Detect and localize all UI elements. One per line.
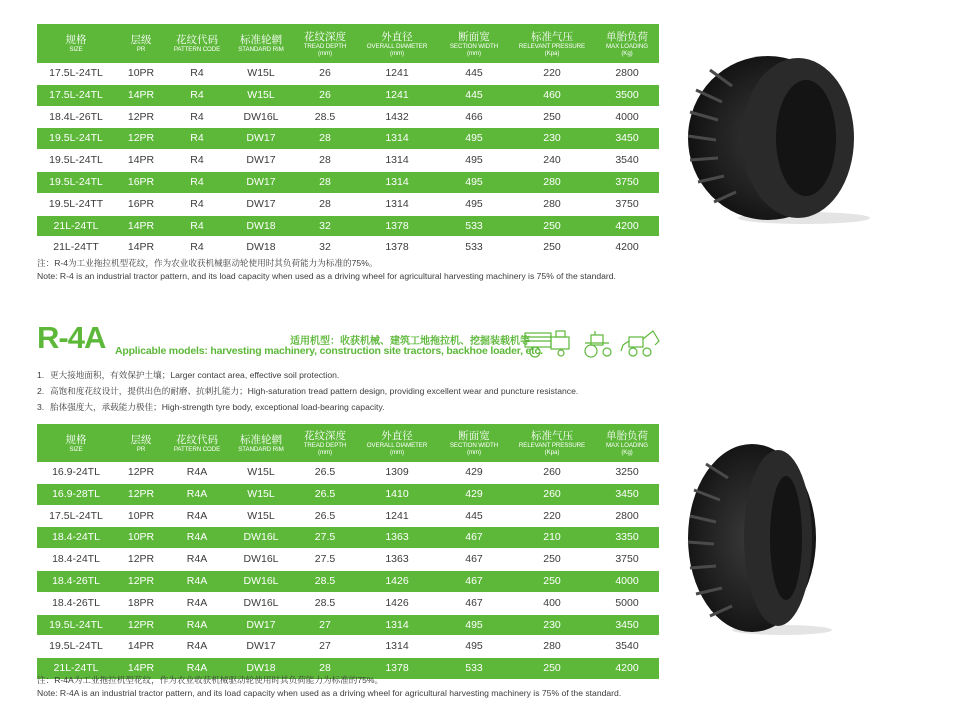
r4-note-zh: 注：R-4为工业拖拉机型花纹，作为农业收获机械驱动轮使用时其负荷能力为标准的75%。 — [37, 258, 378, 268]
header-zh: 规格 — [65, 34, 87, 46]
table-cell: 28.5 — [295, 570, 355, 592]
table-cell: DW16L — [227, 549, 295, 571]
table-row — [37, 237, 659, 259]
table-cell: W15L — [227, 63, 295, 84]
table-cell: 26.5 — [295, 462, 355, 483]
tractor-icon — [585, 331, 611, 357]
header-zh: 层级 — [130, 433, 152, 446]
table-cell: R4A — [167, 658, 227, 680]
table-row — [37, 462, 659, 483]
table-cell: 1314 — [355, 150, 439, 172]
header-zh: 花纹代码 — [176, 34, 218, 46]
header-cell — [355, 424, 439, 462]
table-cell: 26 — [295, 63, 355, 84]
table-cell: DW17 — [227, 150, 295, 172]
table-cell: 17.5L-24TL — [37, 505, 115, 527]
table-cell: 1241 — [355, 505, 439, 527]
header-en: RELEVANT PRESSURE — [518, 442, 586, 449]
table-cell: 17.5L-24TL — [37, 63, 115, 84]
header-en: TREAD DEPTH — [303, 442, 347, 449]
table-cell: W15L — [227, 84, 295, 106]
table-cell: 18.4-24TL — [37, 527, 115, 549]
header-cell — [509, 424, 595, 462]
table-cell: 4200 — [595, 215, 659, 237]
header-cell — [115, 24, 167, 63]
table-cell: 230 — [509, 614, 595, 636]
table-cell: 220 — [509, 63, 595, 84]
header-cell — [595, 24, 659, 63]
table-cell: 12PR — [115, 106, 167, 128]
table-cell: R4 — [167, 150, 227, 172]
table-cell: 26.5 — [295, 505, 355, 527]
table-cell: 21L-24TL — [37, 215, 115, 237]
machinery-icons — [523, 327, 663, 359]
table-cell: 260 — [509, 462, 595, 483]
table-cell: R4A — [167, 527, 227, 549]
header-en: TREAD DEPTH — [303, 42, 347, 50]
table-cell: 26.5 — [295, 483, 355, 505]
table-cell: 12PR — [115, 614, 167, 636]
table-cell: 3500 — [595, 84, 659, 106]
table-cell: 280 — [509, 171, 595, 193]
table-cell: 495 — [439, 193, 509, 215]
table-cell: 240 — [509, 150, 595, 172]
r4a-note-en: Note: R-4A is an industrial tractor pattern, and its load capacity when used as a driving wheel for agricultural harvesting machinery is 75% of the standard. — [37, 687, 622, 698]
table-cell: 3450 — [595, 128, 659, 150]
header-unit: (Kpa) — [544, 49, 560, 57]
table-cell: DW16L — [227, 527, 295, 549]
feature-number: 1. — [37, 370, 45, 380]
table-cell: 19.5L-24TL — [37, 150, 115, 172]
table-cell: 16PR — [115, 193, 167, 215]
r4a-tire-image — [682, 440, 842, 640]
header-cell — [37, 24, 115, 63]
table-cell: 19.5L-24TT — [37, 193, 115, 215]
table-cell: 32 — [295, 215, 355, 237]
header-cell — [439, 24, 509, 63]
header-en: STANDARD RIM — [238, 46, 284, 53]
table-row — [37, 592, 659, 614]
header-en: SECTION WIDTH — [449, 442, 499, 449]
table-cell: 250 — [509, 570, 595, 592]
table-cell: 1432 — [355, 106, 439, 128]
table-cell: 495 — [439, 614, 509, 636]
table-cell: W15L — [227, 462, 295, 483]
r4a-spec-table — [37, 424, 659, 680]
header-en: MAX LOADING — [606, 42, 648, 50]
table-cell: DW18 — [227, 215, 295, 237]
table-cell: 19.5L-24TL — [37, 636, 115, 658]
table-cell: 1241 — [355, 84, 439, 106]
table-cell: 1363 — [355, 527, 439, 549]
header-cell — [595, 424, 659, 462]
header-en: OVERALL DIAMETER — [366, 442, 428, 449]
table-row — [37, 636, 659, 658]
table-cell: 533 — [439, 215, 509, 237]
table-cell: 14PR — [115, 237, 167, 259]
table-row — [37, 84, 659, 106]
table-cell: 4000 — [595, 106, 659, 128]
table-cell: 495 — [439, 150, 509, 172]
table-cell: 1378 — [355, 658, 439, 680]
header-en: PATTERN CODE — [173, 46, 221, 53]
table-row — [37, 570, 659, 592]
table-cell: 1309 — [355, 462, 439, 483]
header-en: PATTERN CODE — [173, 445, 221, 453]
table-cell: 533 — [439, 658, 509, 680]
header-unit: (mm) — [317, 449, 333, 456]
table-cell: 19.5L-24TL — [37, 171, 115, 193]
table-cell: R4A — [167, 570, 227, 592]
header-cell — [167, 24, 227, 63]
table-cell: 1426 — [355, 592, 439, 614]
r4a-note — [37, 674, 657, 699]
table-row — [37, 193, 659, 215]
header-unit: (mm) — [466, 49, 482, 57]
table-cell: 4000 — [595, 570, 659, 592]
table-cell: 3750 — [595, 549, 659, 571]
header-en: STANDARD RIM — [238, 445, 284, 453]
table-cell: 250 — [509, 549, 595, 571]
table-cell: 28 — [295, 658, 355, 680]
table-cell: 27 — [295, 614, 355, 636]
model-title: R-4A — [37, 320, 106, 355]
table-row — [37, 549, 659, 571]
header-cell — [227, 24, 295, 63]
table-cell: 3750 — [595, 171, 659, 193]
table-cell: 1426 — [355, 570, 439, 592]
table-cell: R4 — [167, 128, 227, 150]
table-cell: 260 — [509, 483, 595, 505]
table-cell: 16.9-24TL — [37, 462, 115, 483]
header-unit: (mm) — [317, 49, 333, 57]
table-cell: DW18 — [227, 237, 295, 259]
table-cell: 495 — [439, 128, 509, 150]
header-cell — [355, 24, 439, 63]
table-cell: 12PR — [115, 462, 167, 483]
table-cell: 1314 — [355, 193, 439, 215]
table-cell: 4200 — [595, 658, 659, 680]
table-cell: DW17 — [227, 614, 295, 636]
table-cell: 3540 — [595, 636, 659, 658]
table-cell: R4A — [167, 592, 227, 614]
header-zh: 花纹深度 — [304, 430, 346, 442]
header-zh: 外直径 — [381, 30, 413, 43]
header-cell — [227, 424, 295, 462]
table-cell: R4A — [167, 483, 227, 505]
table-cell: 3450 — [595, 483, 659, 505]
table-cell: R4 — [167, 237, 227, 259]
header-zh: 外直径 — [381, 430, 413, 442]
table-cell: 12PR — [115, 570, 167, 592]
header-cell — [439, 424, 509, 462]
header-zh: 标准轮辋 — [240, 433, 282, 446]
table-cell: 466 — [439, 106, 509, 128]
table-cell: 28 — [295, 150, 355, 172]
table-cell: 18PR — [115, 592, 167, 614]
table-header-row — [37, 424, 659, 462]
header-zh: 标准气压 — [531, 430, 573, 442]
table-cell: R4A — [167, 462, 227, 483]
table-cell: 445 — [439, 505, 509, 527]
table-cell: 230 — [509, 128, 595, 150]
header-en: SIZE — [69, 445, 83, 453]
table-cell: R4 — [167, 63, 227, 84]
table-row — [37, 63, 659, 84]
table-cell: 3540 — [595, 150, 659, 172]
feature-item — [37, 399, 578, 415]
table-cell: R4A — [167, 614, 227, 636]
header-zh: 花纹深度 — [304, 30, 346, 43]
table-cell: R4 — [167, 193, 227, 215]
table-cell: DW16L — [227, 592, 295, 614]
header-cell — [295, 424, 355, 462]
table-cell: 467 — [439, 592, 509, 614]
table-cell: DW17 — [227, 128, 295, 150]
table-cell: 250 — [509, 658, 595, 680]
header-en: MAX LOADING — [606, 442, 648, 449]
table-cell: 18.4-26TL — [37, 570, 115, 592]
table-cell: 445 — [439, 63, 509, 84]
table-cell: 10PR — [115, 527, 167, 549]
header-en: SIZE — [69, 46, 83, 53]
table-cell: 2800 — [595, 63, 659, 84]
table-cell: 16.9-28TL — [37, 483, 115, 505]
header-unit: (mm) — [389, 449, 405, 456]
header-zh: 规格 — [65, 433, 87, 446]
header-zh: 断面宽 — [458, 430, 490, 442]
header-en: SECTION WIDTH — [449, 42, 499, 50]
table-header-row — [37, 24, 659, 63]
table-cell: 19.5L-24TL — [37, 614, 115, 636]
table-cell: 21L-24TL — [37, 658, 115, 680]
table-cell: 14PR — [115, 636, 167, 658]
r4a-note-zh: 注：R-4A为工业拖拉机型花纹，作为农业收获机械驱动轮使用时其负荷能力为标准的75%。 — [37, 675, 384, 685]
header-unit: (Kg) — [621, 449, 633, 456]
table-cell: 467 — [439, 549, 509, 571]
header-zh: 单胎负荷 — [606, 30, 648, 43]
table-cell: 14PR — [115, 84, 167, 106]
header-cell — [115, 424, 167, 462]
table-cell: R4 — [167, 84, 227, 106]
table-cell: 4200 — [595, 237, 659, 259]
table-cell: 28 — [295, 193, 355, 215]
table-cell: DW16L — [227, 106, 295, 128]
table-row — [37, 614, 659, 636]
header-zh: 单胎负荷 — [606, 430, 648, 442]
table-row — [37, 483, 659, 505]
table-cell: 533 — [439, 237, 509, 259]
table-cell: 220 — [509, 505, 595, 527]
table-cell: 18.4-24TL — [37, 549, 115, 571]
table-cell: 32 — [295, 237, 355, 259]
table-cell: 16PR — [115, 171, 167, 193]
feature-list — [37, 367, 578, 415]
table-cell: 28 — [295, 128, 355, 150]
table-cell: 445 — [439, 84, 509, 106]
table-cell: 1378 — [355, 215, 439, 237]
table-cell: 1241 — [355, 63, 439, 84]
table-cell: 3450 — [595, 614, 659, 636]
table-cell: W15L — [227, 505, 295, 527]
table-cell: R4 — [167, 215, 227, 237]
table-cell: 27.5 — [295, 549, 355, 571]
feature-text: 高饱和度花纹设计，提供出色的耐磨、抗刺扎能力；High-saturation tread pattern design, providing excellent wear and puncture resistance. — [50, 386, 579, 396]
header-unit: (Kpa) — [544, 449, 560, 456]
header-zh: 层级 — [130, 34, 152, 46]
table-cell: 12PR — [115, 483, 167, 505]
table-row — [37, 505, 659, 527]
table-cell: 14PR — [115, 150, 167, 172]
feature-text: 更大接地面积，有效保护土壤；Larger contact area, effective soil protection. — [50, 370, 340, 380]
table-cell: 3750 — [595, 193, 659, 215]
table-cell: 3350 — [595, 527, 659, 549]
table-cell: 280 — [509, 636, 595, 658]
table-cell: 1314 — [355, 171, 439, 193]
header-cell — [295, 24, 355, 63]
table-cell: R4A — [167, 549, 227, 571]
r4-spec-table — [37, 24, 659, 259]
table-cell: 10PR — [115, 63, 167, 84]
table-cell: 19.5L-24TL — [37, 128, 115, 150]
table-cell: DW17 — [227, 171, 295, 193]
table-cell: W15L — [227, 483, 295, 505]
table-row — [37, 215, 659, 237]
table-row — [37, 106, 659, 128]
table-cell: 14PR — [115, 658, 167, 680]
header-cell — [37, 424, 115, 462]
table-cell: 1363 — [355, 549, 439, 571]
table-cell: 28 — [295, 171, 355, 193]
table-cell: 18.4-26TL — [37, 592, 115, 614]
table-row — [37, 128, 659, 150]
table-cell: 5000 — [595, 592, 659, 614]
header-unit: (mm) — [466, 449, 482, 456]
table-cell: R4A — [167, 505, 227, 527]
table-cell: 400 — [509, 592, 595, 614]
table-cell: 10PR — [115, 505, 167, 527]
header-en: PR — [136, 46, 146, 53]
feature-number: 2. — [37, 386, 45, 396]
table-cell: R4 — [167, 171, 227, 193]
table-cell: 12PR — [115, 128, 167, 150]
table-cell: 27 — [295, 636, 355, 658]
feature-number: 3. — [37, 402, 45, 412]
r4-tire-image — [676, 50, 876, 230]
harvester-icon — [525, 331, 569, 357]
table-cell: DW17 — [227, 636, 295, 658]
table-cell: 3250 — [595, 462, 659, 483]
header-en: OVERALL DIAMETER — [366, 42, 428, 50]
header-en: PR — [136, 445, 146, 453]
table-cell: 28.5 — [295, 592, 355, 614]
r4-note-en: Note: R-4 is an industrial tractor pattern, and its load capacity when used as a driving wheel for agricultural harvesting machinery is 75% of the standard. — [37, 270, 616, 281]
table-row — [37, 527, 659, 549]
header-unit: (mm) — [389, 49, 405, 57]
table-cell: 210 — [509, 527, 595, 549]
table-cell: 2800 — [595, 505, 659, 527]
table-cell: DW17 — [227, 193, 295, 215]
table-cell: 429 — [439, 483, 509, 505]
table-cell: 26 — [295, 84, 355, 106]
table-cell: 27.5 — [295, 527, 355, 549]
table-cell: 495 — [439, 171, 509, 193]
table-cell: 17.5L-24TL — [37, 84, 115, 106]
table-cell: 12PR — [115, 549, 167, 571]
table-cell: 1378 — [355, 237, 439, 259]
header-unit: (Kg) — [621, 49, 633, 57]
table-cell: 250 — [509, 237, 595, 259]
table-cell: DW18 — [227, 658, 295, 680]
table-row — [37, 171, 659, 193]
table-cell: 21L-24TT — [37, 237, 115, 259]
table-cell: 280 — [509, 193, 595, 215]
table-cell: 1314 — [355, 636, 439, 658]
table-cell: 460 — [509, 84, 595, 106]
header-zh: 花纹代码 — [176, 433, 218, 446]
table-cell: 250 — [509, 106, 595, 128]
table-cell: 14PR — [115, 215, 167, 237]
table-cell: 1314 — [355, 614, 439, 636]
header-zh: 标准轮辋 — [240, 34, 282, 46]
table-cell: 18.4L-26TL — [37, 106, 115, 128]
feature-item — [37, 367, 578, 383]
table-cell: 250 — [509, 215, 595, 237]
backhoe-loader-icon — [621, 331, 659, 356]
header-en: RELEVANT PRESSURE — [518, 42, 586, 50]
table-cell: 1314 — [355, 128, 439, 150]
feature-text: 胎体强度大，承载能力极佳；High-strength tyre body, exceptional load-bearing capacity. — [50, 402, 385, 412]
table-cell: 467 — [439, 570, 509, 592]
header-cell — [509, 24, 595, 63]
table-cell: 467 — [439, 527, 509, 549]
r4-note — [37, 257, 657, 282]
table-cell: 28.5 — [295, 106, 355, 128]
feature-item — [37, 383, 578, 399]
applicable-models-zh: 适用机型：收获机械、建筑工地拖拉机、挖掘装载机等 — [290, 336, 530, 347]
applicable-models-en: Applicable models: harvesting machinery, construction site tractors, backhoe loader, etc. — [115, 345, 543, 357]
table-cell: R4A — [167, 636, 227, 658]
table-cell: DW16L — [227, 570, 295, 592]
table-row — [37, 150, 659, 172]
table-cell: R4 — [167, 106, 227, 128]
header-zh: 标准气压 — [531, 30, 573, 43]
table-cell: 495 — [439, 636, 509, 658]
header-cell — [167, 424, 227, 462]
table-cell: 429 — [439, 462, 509, 483]
header-zh: 断面宽 — [458, 30, 490, 43]
table-cell: 1410 — [355, 483, 439, 505]
